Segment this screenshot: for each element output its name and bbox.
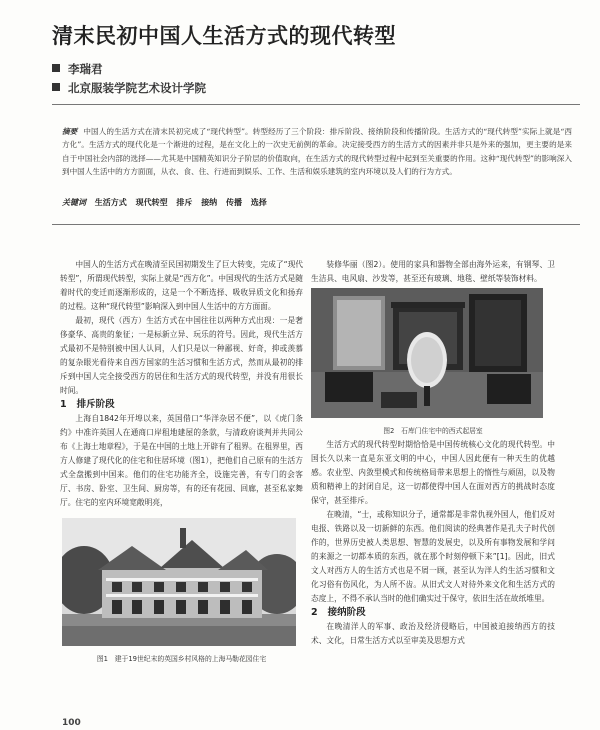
body-paragraph: 生活方式的现代转型时期恰恰是中国传统核心文化的现代转型。中国长久以来一直是东亚文明的中心，中国人因此便有一种天生的优越感。农业型、内敛型模式和传统格局带来思想上的惰性与顽固，以及物质和精神上的封闭自足，这一切都使得中国人在面对西方的挑战时态度保守，甚至排斥。	[311, 440, 555, 505]
figure-mansion-photo	[62, 518, 296, 646]
abstract-label: 摘要	[62, 127, 78, 136]
keyword: 现代转型	[135, 198, 168, 207]
keywords	[62, 197, 572, 208]
body-paragraph: 在晚清洋人的军事、政治及经济侵略后，中国被迫接纳西方的技术、文化，日常生活方式以至审美及思想方式	[311, 622, 555, 645]
keyword: 生活方式	[94, 198, 127, 207]
figure-living-room-photo	[311, 288, 543, 418]
section-number: 1	[60, 399, 67, 410]
section-heading	[60, 398, 303, 412]
keyword: 传播	[225, 198, 242, 207]
affiliation-line	[52, 80, 206, 96]
body-paragraph: 中国人的生活方式在晚清至民国初期发生了巨大转变，完成了“现代转型”，所谓现代转型，实际上就是“西方化”。中国现代的生活方式是随着时代的变迁而逐渐形成的，这是一个不断选择、吸收异质文化和扬弃的过程。这种“现代转型”影响深入到中国人生活中的方方面面。	[60, 260, 303, 311]
page-number: 100	[62, 718, 81, 728]
abstract-text: 中国人的生活方式在清末民初完成了“现代转型”。转型经历了三个阶段：排斥阶段、接纳阶段和传播阶段。生活方式的“现代转型”实际上就是“西方化”。生活方式的现代化是一个渐进的过程，是在文化上的一次史无前例的革命。决定接受西方的生活方式的因素并非只是外来的强加，更主要的是来自于中国社会内部的选择——尤其是中国精英知识分子阶层的价值取向，在生活方式的现代转型过程中起到至关重要的作用。这种“现代转型”的影响深入到中国人生活中的方方面面，从衣、食、住、行进而到娱乐、工作、生活和娱乐建筑的室内环境以及人们的行为方式。	[62, 127, 572, 177]
bullet-square-icon	[52, 64, 60, 72]
figure-caption: 图1 建于19世纪末的英国乡村风格的上海马勒花园住宅	[96, 655, 267, 663]
living-room-photo	[311, 288, 543, 418]
abstract	[62, 125, 572, 179]
keywords-label: 关键词	[62, 198, 86, 207]
author-line	[52, 61, 103, 77]
author-name: 李瑞君	[68, 62, 103, 76]
section-heading	[311, 606, 555, 620]
header-divider	[52, 104, 580, 105]
keyword: 接纳	[201, 198, 218, 207]
section-number: 2	[311, 607, 318, 618]
body-column-right	[311, 258, 555, 648]
abstract-divider	[52, 224, 580, 225]
article-title: 清末民初中国人生活方式的现代转型	[52, 24, 396, 48]
keyword: 排斥	[176, 198, 193, 207]
keyword: 选择	[250, 198, 267, 207]
mansion-photo	[62, 518, 296, 646]
body-paragraph: 上海自1842年开埠以来，英国借口“华洋杂居不便”，以《虎门条约》中准许英国人在通商口岸租地建屋的条款，与清政府谈判并共同公布《上海土地章程》，于是在中国的土地上开辟有了租界。在租界里，西方人修建了现代化的住宅和住居环境（图1），把他们自己原有的生活方式全盘搬到中国来。他们的住宅功能齐全，设施完善，有专门的会客厅、书房、卧室、卫生间、厨房等，有的还有花园、回廊，甚至私家舞厅。住宅的室内环境宽敞明亮，	[60, 414, 303, 507]
body-paragraph: 在晚清，“士，或称知识分子，通常都是非常仇视外国人，他们反对电报、铁路以及一切新鲜的东西。他们阅读的经典著作是孔夫子时代创作的，世界历史被人类思想、智慧的发展史，以及所有事物发展和学问的来源之一切都本质的东西，就在那个时刻停顿下来”[1]。因此，旧式文人对西方人的生活方式也是不屑一顾，甚至认为洋人约生活习惯和文化习俗有伤风化，为人所不齿。从旧式文人对待外来文化和生活方式的态度上，不得不承认当时的他们确实过于保守，依旧生活在故纸堆里。	[311, 510, 555, 603]
bullet-square-icon	[52, 83, 60, 91]
body-paragraph: 最初，现代（西方）生活方式在中国往往以两种方式出现：一是奢侈豪华、高贵的象征；一是标新立异、玩乐的符号。因此，现代生活方式最初不是特别被中国人认同，人们只是以一种鄙视、好奇，抑或羡慕的复杂眼光看待来自西方国家的生活习惯和生活方式，然而从最初的排斥到中国人完全接受西方的居住和生活方式的现代转型，并没有用很长时间。	[60, 316, 303, 395]
figure-caption: 图2 石库门住宅中的西式起居室	[383, 427, 483, 435]
section-title: 接纳阶段	[327, 607, 366, 618]
body-column-left	[60, 258, 303, 666]
section-title: 排斥阶段	[76, 399, 115, 410]
body-paragraph: 装修华丽（图2）。使用的家具和器物全部由海外运来，有钢琴、卫生洁具、电风扇、沙发等，甚至还有玻璃、地毯、壁纸等装饰材料。	[311, 260, 555, 283]
affiliation-name: 北京服装学院艺术设计学院	[68, 81, 206, 95]
